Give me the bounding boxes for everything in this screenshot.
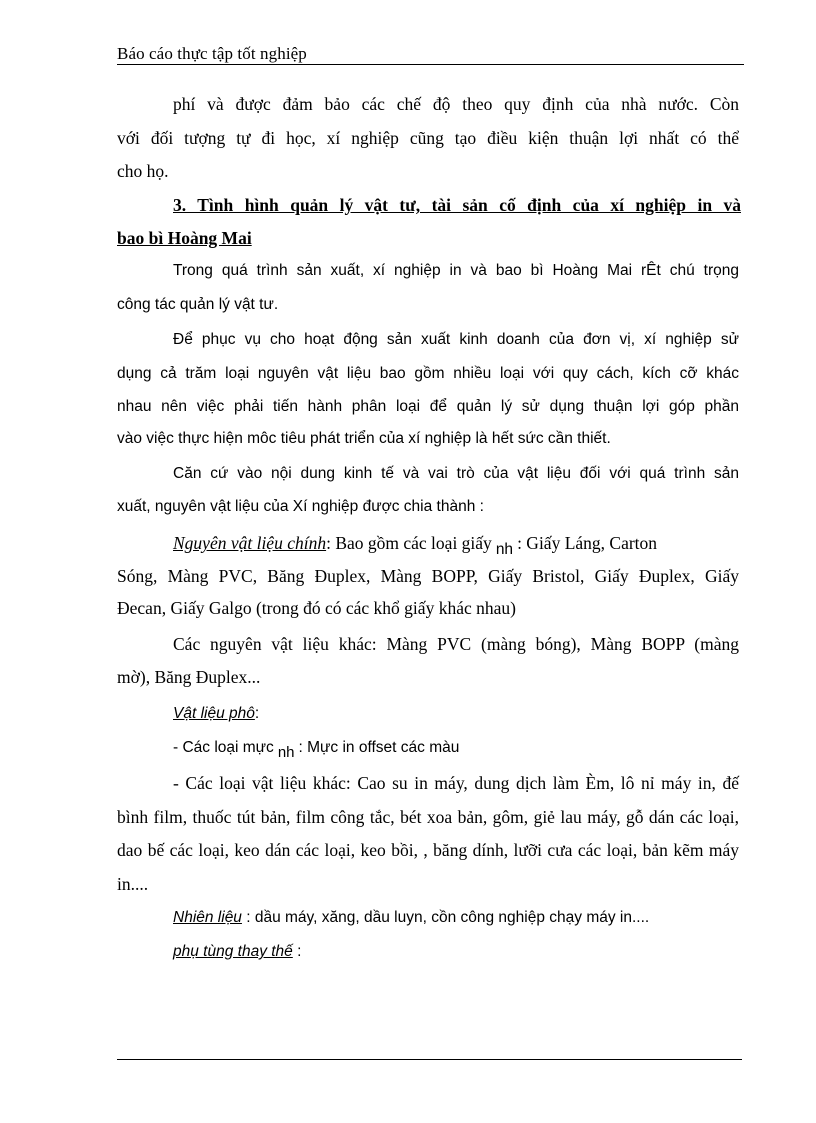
text-line: in.... <box>117 874 149 894</box>
text-line: nhau nên việc phải tiến hành phân loại để quản lý sử dụng thuận lợi góp phần <box>117 398 739 415</box>
running-header: Báo cáo thực tập tốt nghiệp <box>117 44 307 63</box>
text-line <box>173 907 795 929</box>
text-span: - Các loại mực <box>173 739 274 756</box>
text-line: Đecan, Giấy Galgo (trong đó có các khổ giấy khác nhau) <box>117 598 516 618</box>
text-line: xuất, nguyên vật liệu của Xí nghiệp được chia thành : <box>117 498 484 515</box>
header-rule <box>117 64 744 65</box>
footer-rule <box>117 1059 742 1060</box>
section-heading: 3. Tình hình quản lý vật tư, tài sản cố định của xí nghiệp in và <box>173 195 741 215</box>
text-span: : <box>254 705 260 722</box>
text-line <box>173 532 739 556</box>
text-line: Để phục vụ cho hoạt động sản xuất kinh doanh của đơn vị, xí nghiệp sử <box>173 331 739 348</box>
text-line: mờ), Băng Đuplex... <box>117 667 261 687</box>
small-text: nh <box>277 744 295 761</box>
text-line: công tác quản lý vật tư. <box>117 296 279 313</box>
text-span: : Mực in offset các màu <box>298 739 460 756</box>
text-line <box>173 941 795 963</box>
text-span: : Bao gồm các loại giấy <box>326 533 492 553</box>
text-line: vào việc thực hiện môc tiêu phát triển của xí nghiệp là hết sức cần thiết. <box>117 430 611 447</box>
text-line <box>173 701 795 725</box>
text-span: : Giấy Láng, Carton <box>517 533 658 553</box>
term-label: Vật liệu phô <box>173 705 255 722</box>
section-heading-cont: bao bì Hoàng Mai <box>117 228 252 248</box>
text-line: Các nguyên vật liệu khác: Màng PVC (màng bóng), Màng BOPP (màng <box>173 634 739 654</box>
text-span: : <box>292 943 302 960</box>
text-line: Sóng, Màng PVC, Băng Đuplex, Màng BOPP, Giấy Bristol, Giấy Đuplex, Giấy <box>117 566 739 586</box>
text-line: Căn cứ vào nội dung kinh tế và vai trò của vật liệu đối với quá trình sản <box>173 465 739 482</box>
small-text: nh <box>495 541 514 558</box>
text-line: bình film, thuốc tút bản, film công tắc, bét xoa bản, gôm, giẻ lau máy, gỗ dán các loại, <box>117 807 739 827</box>
text-line: Trong quá trình sản xuất, xí nghiệp in và bao bì Hoàng Mai rÊt chú trọng <box>173 262 739 279</box>
term-label: phụ tùng thay thế <box>173 943 293 960</box>
text-line: - Các loại vật liệu khác: Cao su in máy, dung dịch làm Èm, lô nỉ máy in, đế <box>173 773 739 793</box>
text-line: cho họ. <box>117 161 169 181</box>
term-label: Nhiên liệu <box>173 909 242 926</box>
text-line: dao bế các loại, keo dán các loại, keo bồi, , băng dính, lưỡi cưa các loại, bản kẽm máy <box>117 840 739 860</box>
text-line: dụng cả trăm loại nguyên vật liệu bao gồm nhiều loại với quy cách, kích cỡ khác <box>117 365 739 382</box>
text-line <box>173 737 795 759</box>
text-line: với đối tượng tự đi học, xí nghiệp cũng tạo điều kiện thuận lợi nhất có thể <box>117 128 739 148</box>
text-span: : dầu máy, xăng, dầu luyn, cồn công nghiệp chạy máy in.... <box>241 909 650 926</box>
text-line: phí và được đảm bảo các chế độ theo quy định của nhà nước. Còn <box>173 94 739 114</box>
term-label: Nguyên vật liệu chính <box>173 533 327 553</box>
